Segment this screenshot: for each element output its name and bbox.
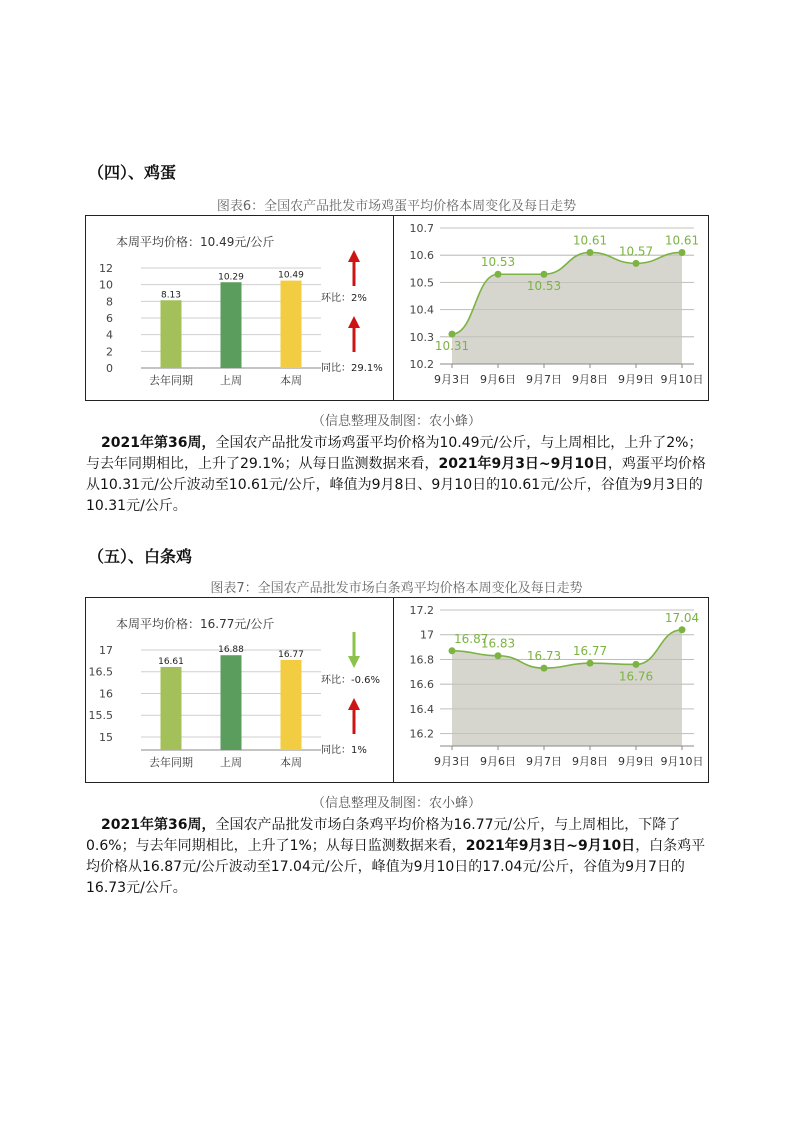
y-tick-label: 17 (420, 628, 434, 642)
y-tick-label: 12 (99, 262, 113, 275)
data-label: 16.73 (526, 649, 562, 664)
x-tick-label: 本周 (280, 756, 302, 769)
x-tick-label: 去年同期 (149, 756, 193, 769)
indicator-label: 同比：29.1% (321, 363, 383, 374)
section-heading-chicken: （五）、白条鸡 (88, 547, 193, 566)
y-tick-label: 17.2 (409, 604, 434, 617)
bar (221, 282, 242, 368)
data-point (679, 626, 686, 633)
chart-source-eggs: （信息整理及制图：农小蜂） (311, 414, 481, 429)
data-label: 16.76 (618, 669, 654, 684)
x-tick-label: 9月8日 (572, 373, 608, 386)
bar (221, 655, 242, 750)
bar (281, 660, 302, 750)
x-tick-label: 9月7日 (526, 373, 562, 386)
chicken-daily-line-chart (394, 598, 710, 784)
paragraph-chicken (86, 815, 708, 899)
y-tick-label: 16.2 (409, 727, 434, 741)
y-tick-label: 8 (106, 295, 113, 309)
data-label: 10.61 (572, 233, 608, 248)
x-tick-label: 9月10日 (660, 755, 704, 768)
x-tick-label: 9月7日 (526, 755, 562, 768)
data-point (495, 271, 502, 278)
bar-value-label: 16.61 (158, 656, 184, 667)
y-tick-label: 4 (106, 328, 113, 342)
y-tick-label: 16.8 (409, 653, 434, 667)
bar-value-label: 10.49 (278, 270, 304, 281)
egg-chart-panel (85, 215, 709, 401)
bar (161, 300, 182, 368)
y-tick-label: 16.5 (88, 665, 113, 679)
chart-caption-chicken: 图表7：全国农产品批发市场白条鸡平均价格本周变化及每日走势 (210, 581, 583, 596)
y-tick-label: 15 (99, 730, 113, 744)
arrow-up-icon (348, 250, 360, 262)
data-label: 10.31 (434, 339, 470, 354)
chart-caption-eggs: 图表6：全国农产品批发市场鸡蛋平均价格本周变化及每日走势 (216, 199, 577, 214)
y-tick-label: 2 (106, 345, 113, 359)
y-tick-label: 16.4 (409, 702, 434, 716)
data-point (587, 249, 594, 256)
data-point (633, 260, 640, 267)
data-point (541, 665, 548, 672)
y-tick-label: 16 (99, 687, 113, 701)
y-tick-label: 16.6 (409, 678, 434, 692)
y-tick-label: 6 (106, 312, 113, 325)
chart-source-chicken: （信息整理及制图：农小蜂） (311, 796, 481, 811)
x-tick-label: 上周 (220, 374, 242, 387)
x-tick-label: 9月3日 (434, 755, 470, 768)
section-heading-eggs: （四）、鸡蛋 (88, 163, 177, 182)
x-tick-label: 9月10日 (660, 373, 704, 386)
x-tick-label: 9月6日 (480, 755, 516, 768)
chicken-weekly-bar-chart (86, 598, 392, 784)
y-tick-label: 10.2 (409, 358, 434, 371)
egg-weekly-bar-chart (86, 216, 392, 402)
indicator-label: 同比：1% (321, 745, 367, 756)
data-label: 16.87 (454, 631, 489, 646)
data-point (541, 271, 548, 278)
bar-value-label: 8.13 (160, 290, 182, 301)
paragraph-date-range: 2021年9月3日~9月10日 (465, 838, 636, 854)
x-tick-label: 9月9日 (618, 755, 654, 768)
data-label: 10.61 (664, 233, 700, 248)
bar (281, 281, 302, 368)
paragraph-week: 2021年第36周， (101, 817, 216, 833)
x-tick-label: 9月3日 (434, 373, 470, 386)
y-tick-label: 10.4 (409, 303, 434, 317)
paragraph-body: ，鸡蛋平均价格从10.31元/公斤波动至10.61元/公斤，峰值为9月8日、9月10日的10.61元/公斤，谷值为9月3日的10.31元/公斤。 (86, 456, 706, 514)
arrow-down-icon (348, 656, 360, 668)
data-point (449, 647, 456, 654)
x-tick-label: 本周 (280, 374, 302, 387)
bar-value-label: 10.29 (218, 272, 244, 283)
data-label: 10.53 (526, 279, 562, 294)
bar (161, 667, 182, 750)
paragraph-body: 全国农产品批发市场鸡蛋平均价格为10.49元/公斤，与上周相比，上升了2%；与去年同期相比，上升了29.1%；从每日监测数据来看， (86, 435, 703, 472)
bar-value-label: 16.77 (278, 650, 304, 660)
y-tick-label: 10.6 (409, 249, 434, 263)
data-point (679, 249, 686, 256)
chart-title: 本周平均价格：10.49元/公斤 (116, 235, 275, 249)
paragraph-week: 2021年第36周， (101, 435, 216, 451)
data-point (449, 331, 456, 338)
data-label: 16.83 (480, 636, 516, 651)
x-tick-label: 9月8日 (572, 755, 608, 768)
y-tick-label: 10.3 (409, 330, 434, 344)
data-point (587, 660, 594, 667)
paragraph-eggs (86, 433, 708, 517)
arrow-up-icon (348, 698, 360, 710)
y-tick-label: 15.5 (88, 709, 113, 723)
y-tick-label: 10.7 (409, 222, 434, 235)
bar-value-label: 16.88 (218, 645, 244, 656)
x-tick-label: 9月6日 (480, 373, 516, 386)
chicken-chart-panel (85, 597, 709, 783)
paragraph-body: 全国农产品批发市场白条鸡平均价格为16.77元/公斤，与上周相比，下降了0.6%；与去年同期相比，上升了1%；从每日监测数据来看， (86, 817, 681, 854)
data-point (633, 661, 640, 668)
indicator-label: 环比：-0.6% (321, 675, 381, 686)
data-label: 16.77 (572, 644, 608, 659)
egg-daily-line-chart (394, 216, 710, 402)
x-tick-label: 9月9日 (618, 373, 654, 386)
y-tick-label: 10.5 (409, 276, 434, 290)
data-point (495, 652, 502, 659)
data-label: 17.04 (664, 610, 700, 625)
arrow-up-icon (348, 316, 360, 328)
paragraph-date-range: 2021年9月3日~9月10日 (438, 456, 608, 472)
y-tick-label: 17 (99, 644, 113, 657)
paragraph-body: ，白条鸡平均价格从16.87元/公斤波动至17.04元/公斤，峰值为9月10日的17.04元/公斤，谷值为9月7日的16.73元/公斤。 (86, 838, 706, 896)
indicator-label: 环比：2% (321, 293, 367, 304)
x-tick-label: 上周 (220, 756, 242, 769)
data-label: 10.53 (480, 255, 516, 270)
x-tick-label: 去年同期 (149, 374, 193, 387)
y-tick-label: 10 (99, 278, 113, 292)
data-label: 10.57 (618, 244, 654, 259)
y-tick-label: 0 (106, 362, 113, 375)
chart-title: 本周平均价格：16.77元/公斤 (116, 617, 275, 631)
